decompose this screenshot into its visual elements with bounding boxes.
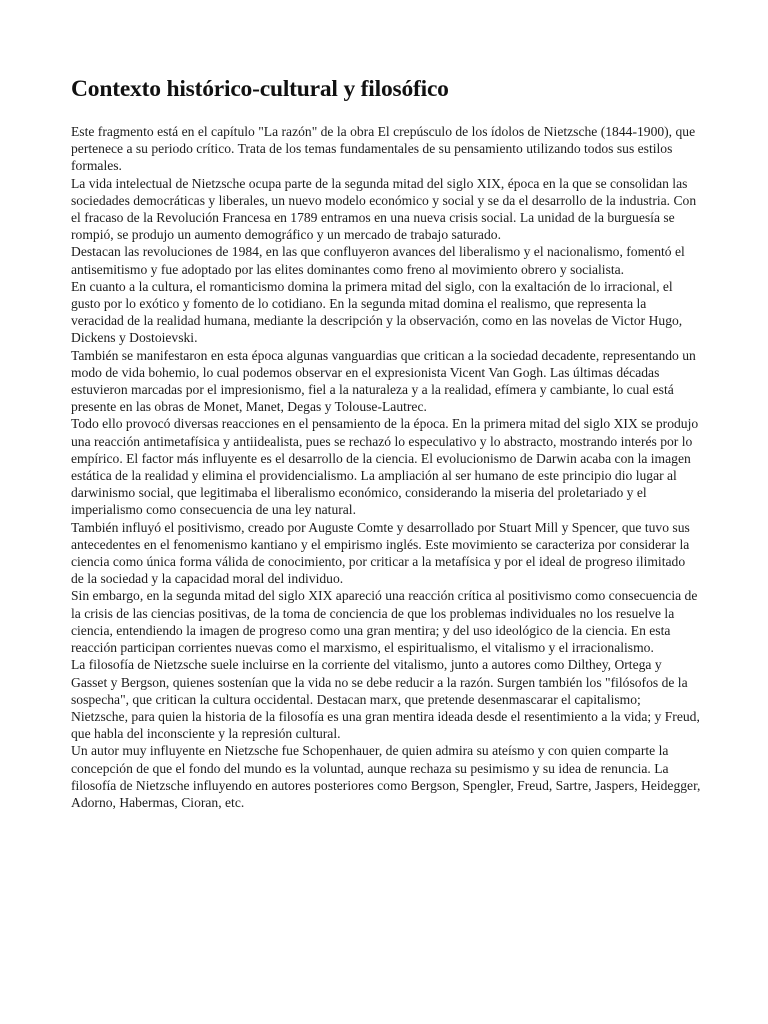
document-title: Contexto histórico-cultural y filosófico	[71, 76, 449, 102]
paragraph-revolutions: Destacan las revoluciones de 1984, en las que confluyeron avances del liberalismo y el nacionalismo, fomentó el antisemitismo y fue adoptado por las elites dominantes como freno al movimiento obrero y socialista.	[71, 244, 685, 277]
paragraph-positivism: También influyó el positivismo, creado por Auguste Comte y desarrollado por Stuart Mill y Spencer, que tuvo sus antecedentes en el fenomenismo kantiano y el empirismo inglés. Este movimiento se caracteriza por considerar la ciencia como única forma válida de conocimiento, por criticar a la metafísica y por el ideal de progreso ilimitado de la sociedad y la capacidad moral del individuo.	[71, 519, 690, 587]
paragraph-vanguards: También se manifestaron en esta época algunas vanguardias que critican a la sociedad decadente, representando un modo de vida bohemio, lo cual podemos observar en el expresionista Vicent Van Gogh. Las últimas décadas estuvieron marcadas por el impresionismo, fiel a la naturaleza y a la realidad, efímera y cambiante, lo cual está presente en las obras de Monet, Manet, Degas y Tolouse-Lautrec.	[71, 347, 696, 415]
paragraph-reactions: Todo ello provocó diversas reacciones en el pensamiento de la época. En la primera mitad del siglo XIX se produjo una reacción antimetafísica y antiidealista, pues se rechazó lo especulativo y lo abstracto, mostrando interés por lo empírico. El factor más influyente es el desarrollo de la ciencia. El evolucionismo de Darwin acaba con la imagen estática de la realidad y elimina el providencialismo. La ampliación al ser humano de este principio dio lugar al darwinismo social, que legitimaba el liberalismo económico, considerando la miseria del proletariado y el imperialismo como consecuencia de una ley natural.	[71, 416, 699, 518]
document-page	[71, 74, 701, 811]
paragraph-vitalism: La filosofía de Nietzsche suele incluirse en la corriente del vitalismo, junto a autores como Dilthey, Ortega y Gasset y Bergson, quienes sostenían que la vida no se debe reducir a la razón. Surgen también los "filósofos de la sospecha", que critican la cultura occidental. Destacan marx, que pretende desenmascarar el capitalismo; Nietzsche, para quien la historia de la filosofía es una gran mentira ideada desde el resentimiento a la vida; y Freud, que habla del inconsciente y la represión cultural.	[71, 657, 700, 742]
paragraph-intro: Este fragmento está en el capítulo "La razón" de la obra El crepúsculo de los ídolos de Nietzsche (1844-1900), que pertenece a su periodo crítico. Trata de los temas fundamentales de su pensamiento utilizando todos sus estilos formales.	[71, 124, 696, 174]
paragraph-culture: En cuanto a la cultura, el romanticismo domina la primera mitad del siglo, con la exaltación de lo irracional, el gusto por lo exótico y fomento de lo cotidiano. En la segunda mitad domina el realismo, que representa la veracidad de la realidad humana, mediante la descripción y la observación, como en las novelas de Victor Hugo, Dickens y Dostoievski.	[71, 278, 683, 346]
paragraph-schopenhauer: Un autor muy influyente en Nietzsche fue Schopenhauer, de quien admira su ateísmo y con quien comparte la concepción de que el fondo del mundo es la voluntad, aunque rechaza su pesimismo y su idea de renuncia. La filosofía de Nietzsche influyendo en autores posteriores como Bergson, Spengler, Freud, Sartre, Jaspers, Heidegger, Adorno, Habermas, Cioran, etc.	[71, 743, 701, 810]
paragraph-critical-reaction: Sin embargo, en la segunda mitad del siglo XIX apareció una reacción crítica al positivismo como consecuencia de la crisis de las ciencias positivas, de la toma de conciencia de que los problemas individuales no los resuelve la ciencia, entendiendo la imagen de progreso como una gran mentira; y del uso ideológico de la ciencia. En esta reacción participan corrientes nuevas como el marxismo, el espiritualismo, el vitalismo y el irracionalismo.	[71, 588, 698, 656]
paragraph-intellectual-life: La vida intelectual de Nietzsche ocupa parte de la segunda mitad del siglo XIX, época en la que se consolidan las sociedades democráticas y liberales, un nuevo modelo económico y social y se da el desarrollo de la industria. Con el fracaso de la Revolución Francesa en 1789 entramos en una nueva crisis social. La unidad de la burguesía se rompió, se produjo un aumento demográfico y un mercado de trabajo saturado.	[71, 175, 697, 243]
